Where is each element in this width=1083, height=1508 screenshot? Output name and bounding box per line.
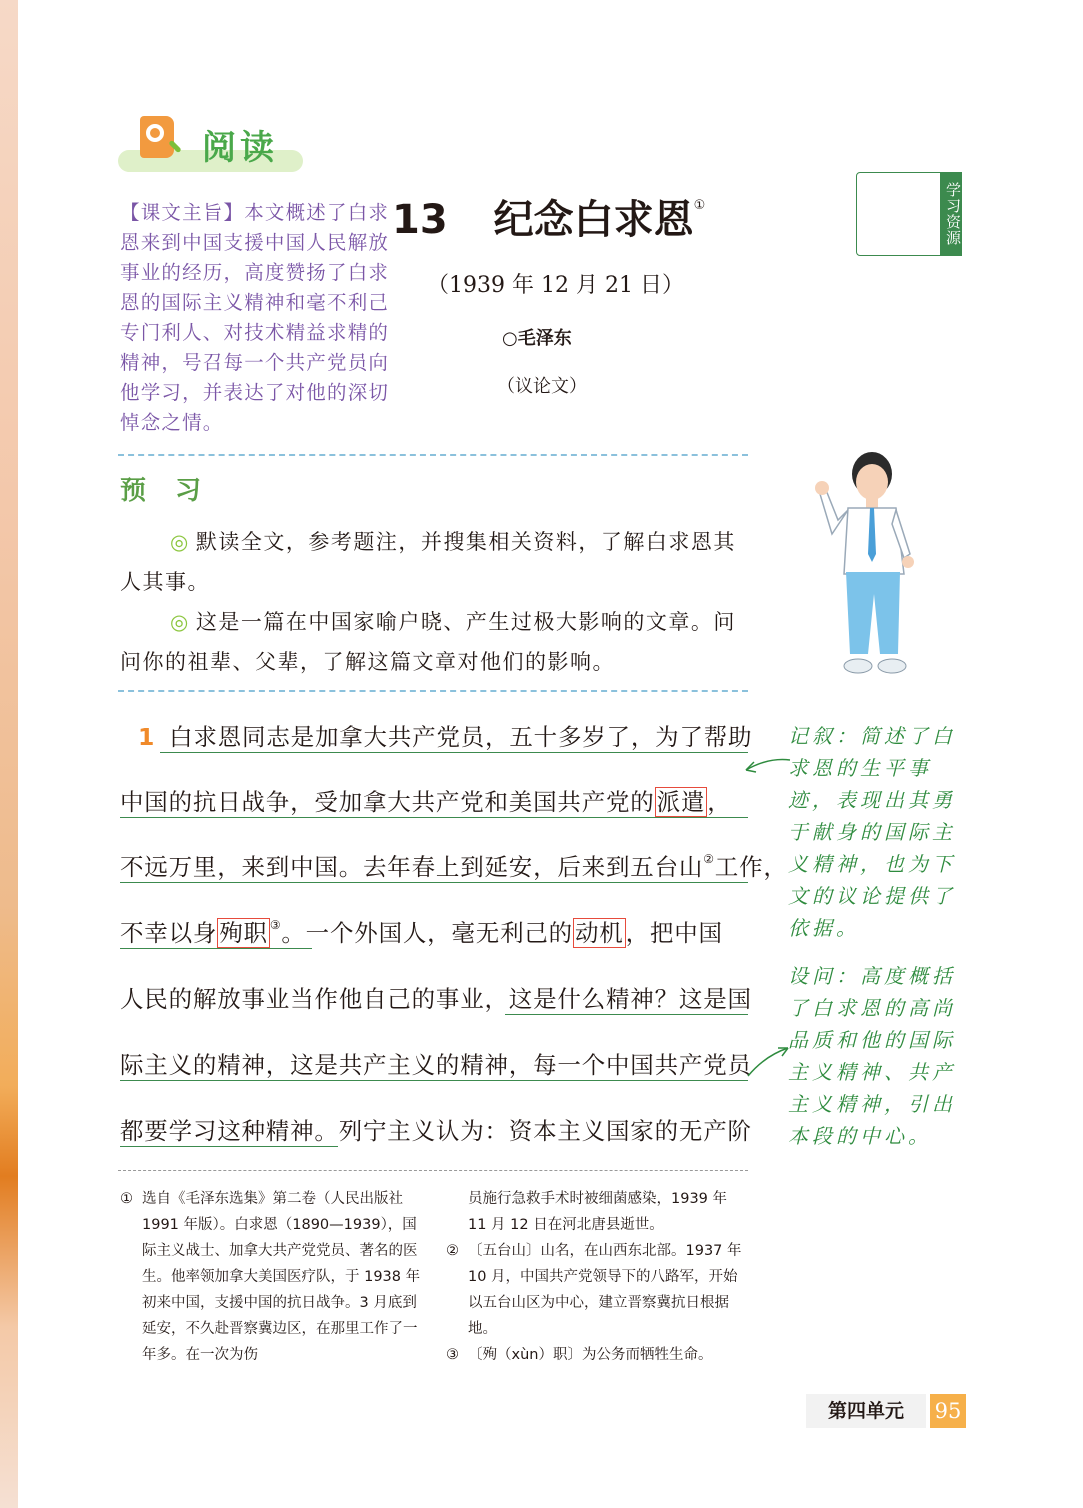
preview-bullet-icon: ◎ — [170, 610, 190, 634]
line-text: ，把中国 — [625, 919, 723, 947]
footnote-mark: ③ — [446, 1347, 459, 1363]
line-text: 。一个外国人，毫无利己的 — [281, 919, 573, 947]
footnote-item — [446, 1342, 748, 1368]
line-text: 中国的抗日战争，受加拿大共产党和美国共产党的 — [120, 788, 655, 816]
underline — [120, 817, 748, 818]
footnote-text: 选自《毛泽东选集》第二卷（人民出版社 1991 年版）。白求恩（1890—1939），国际主义战士、加拿大共产党党员、著名的医生。他率领加拿大美国医疗队，于 1938 年初来中国，支援中国的抗日战争。3 月底到延安，不久赴晋察冀边区，在那里工作了一年多。在一次为伤 — [142, 1191, 421, 1363]
footnote-text: 〔殉（xùn）职〕为公务而牺牲生命。 — [468, 1347, 713, 1363]
page-edge-decoration — [0, 0, 18, 1508]
paragraph-line: 人民的解放事业当作他自己的事业，这是什么精神？这是国 — [120, 985, 752, 1013]
divider-bottom — [118, 690, 748, 692]
margin-arrow-icon — [744, 1040, 794, 1080]
lesson-title — [392, 188, 705, 245]
learning-resource-label: 学习资源 — [940, 172, 962, 256]
footnote-item — [120, 1186, 422, 1368]
unit-label: 第四单元 — [806, 1394, 926, 1428]
footnote-column-left — [120, 1186, 422, 1368]
key-word: 殉职 — [219, 919, 268, 947]
paragraph-number: 1 — [138, 723, 156, 751]
lesson-title-text: 纪念白求恩 — [493, 197, 694, 243]
key-word: 动机 — [574, 919, 624, 947]
underline — [120, 948, 312, 949]
preview-item — [120, 602, 748, 682]
divider-top — [118, 454, 748, 456]
line-text: 不远万里，来到中国。去年春上到延安，后来到五台山 — [120, 853, 704, 881]
preview-item — [120, 522, 748, 602]
learning-resource-box[interactable] — [856, 172, 962, 256]
title-footnote-mark: ① — [693, 198, 706, 213]
preview-bullet-icon: ◎ — [170, 530, 190, 554]
preview-item-text: 这是一篇在中国家喻户晓、产生过极大影响的文章。问问你的祖辈、父辈，了解这篇文章对他们的影响。 — [120, 610, 736, 674]
lesson-number: 13 — [392, 197, 448, 243]
line-text: ， — [707, 788, 732, 816]
footnote-item — [446, 1238, 748, 1342]
book-magnifier-icon — [140, 116, 174, 158]
footnote-continued: 员施行急救手术时被细菌感染，1939 年 11 月 12 日在河北唐县逝世。 — [468, 1191, 728, 1233]
line-text: 白求恩同志是加拿大共产党员，五十多岁了，为了帮助 — [169, 723, 753, 751]
page-number: 95 — [930, 1394, 966, 1428]
margin-note: 记叙：简述了白求恩的生平事迹，表现出其勇于献身的国际主义精神，也为下文的议论提供了依据。 — [788, 724, 956, 940]
student-illustration — [810, 444, 920, 684]
line-text: 工作， — [714, 853, 788, 881]
lesson-author: ○毛泽东 — [502, 328, 572, 349]
underline — [160, 752, 748, 753]
footnote-text: 〔五台山〕山名，在山西东北部。1937 年 10 月，中国共产党领导下的八路军，开始以五台山区为中心，建立晋察冀抗日根据地。 — [468, 1243, 742, 1337]
underline — [120, 1146, 338, 1147]
footnote-column-right — [446, 1186, 748, 1368]
lesson-summary — [120, 198, 390, 438]
preview-item-text: 默读全文，参考题注，并搜集相关资料，了解白求恩其人其事。 — [120, 530, 736, 594]
summary-text: 本文概述了白求恩来到中国支援中国人民解放事业的经历，高度赞扬了白求恩的国际主义精神和毫不利己专门利人、对技术精益求精的精神，号召每一个共产党员向他学习，并表达了对他的深切悼念之情。 — [120, 201, 390, 434]
line-text: 不幸以身 — [120, 919, 218, 947]
underline — [120, 882, 748, 883]
footnote-divider — [118, 1170, 748, 1171]
margin-arrow-icon — [744, 752, 794, 782]
paragraph-line: 都要学习这种精神。列宁主义认为：资本主义国家的无产阶 — [120, 1117, 752, 1145]
paragraph-line — [120, 783, 732, 817]
lesson-genre: （议论文） — [497, 376, 587, 397]
preview-heading: 预 习 — [120, 476, 212, 506]
key-word: 派遣 — [656, 788, 706, 816]
underline — [505, 1014, 748, 1015]
paragraph-line — [120, 914, 723, 948]
footnote-mark: ① — [120, 1191, 133, 1207]
paragraph-line: 际主义的精神，这是共产主义的精神，每一个中国共产党员 — [120, 1051, 752, 1079]
section-header — [118, 116, 303, 172]
footnote-mark: ② — [446, 1243, 459, 1259]
underline — [120, 1080, 748, 1081]
footnote-mark: ② — [703, 852, 715, 866]
margin-note: 设问：高度概括了白求恩的高尚品质和他的国际主义精神、共产主义精神，引出本段的中心。 — [788, 964, 956, 1148]
page-footer — [806, 1394, 964, 1428]
paragraph-line — [120, 848, 788, 882]
paragraph-line — [138, 718, 752, 752]
section-title: 阅读 — [202, 128, 278, 168]
footnote-mark: ③ — [269, 918, 282, 932]
lesson-date: （1939 年 12 月 21 日） — [427, 273, 684, 298]
summary-tag: 【课文主旨】 — [120, 201, 245, 224]
